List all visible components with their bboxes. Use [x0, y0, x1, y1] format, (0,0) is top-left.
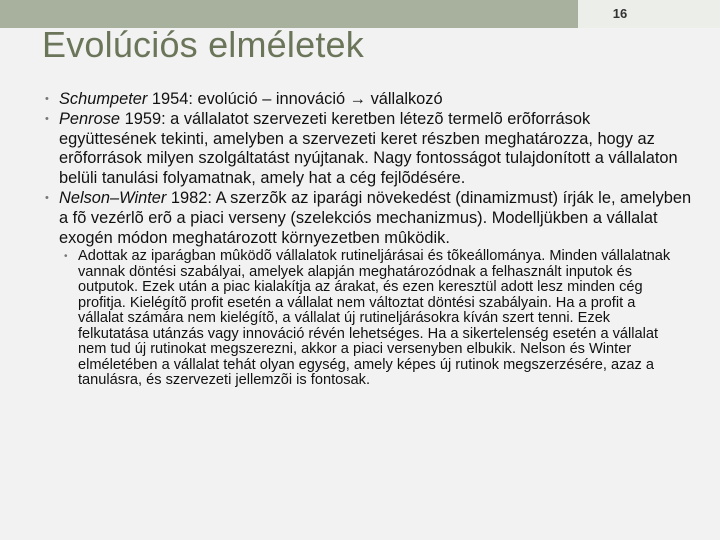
- bullet-text: 1959: a vállalatot szervezeti keretben létezõ termelõ erõforrások együttesének tekinti, amelyben a szervezeti keret részben meghatározza, hogy az erõforrások milyen szolgáltatást nyújtanak. Nagy fontosságot tulajdonított a vállalaton belüli tanulási folyamatnak, amely hat a cég fejlõdésére.: [59, 109, 678, 188]
- author-name: Schumpeter: [59, 90, 148, 108]
- author-name: Nelson–Winter: [59, 188, 167, 207]
- bullet-text: 1954: evolúció – innováció → vállalkozó: [147, 90, 443, 108]
- bullet-list: [0, 90, 710, 389]
- author-name: Penrose: [59, 109, 121, 128]
- bullet-dot-icon: •: [45, 112, 49, 125]
- sub-bullet-list: [59, 249, 692, 389]
- bullet-dot-icon: •: [45, 93, 49, 105]
- bullet-item-penrose: [0, 110, 710, 189]
- sub-bullet-dot-icon: •: [64, 251, 68, 263]
- bullet-item-nelson-winter: [0, 189, 710, 389]
- sub-bullet-item: [59, 249, 692, 389]
- bullet-text: 1982: A szerzõk az iparági növekedést (dinamizmust) írják le, amelyben a fõ vezérlõ erõ a piaci verseny (szelekciós mechanizmus). Modelljükben a vállalat exogén módon meghatározott környezetben mûködik.: [59, 188, 692, 247]
- slide-title: Evolúciós elméletek: [42, 24, 364, 65]
- bullet-item-schumpeter: [0, 90, 710, 110]
- bullet-dot-icon: •: [45, 191, 49, 204]
- sub-bullet-text: Adottak az iparágban mûködõ vállalatok rutineljárásai és tõkeállománya. Minden vállalatnak vannak döntési szabályai, amelyek alapján meghatározódnak a felhasznált inputok és outputok. Ezek után a piac kialakítja az árakat, és ezen keresztül adott lesz minden cég profitja. Kielégítõ profit esetén a vállalat nem változtat döntési szabályain. Ha a profit a vállalat számára nem kielégítõ, a vállalat új rutineljárásokra kíván szert tenni. Ezek felkutatása utánzás vagy innováció révén lehetséges. Ha a sikertelenség esetén a vállalat nem tud új rutinokat megszerezni, akkor a piaci versenyben elbukik. Nelson és Winter elméletében a vállalat tehát olyan egység, amely képes új rutinok megszerzésére, azaz a tanulásra, és szervezeti jellemzõi is fontosak.: [78, 248, 671, 389]
- page-number: 16: [612, 6, 628, 21]
